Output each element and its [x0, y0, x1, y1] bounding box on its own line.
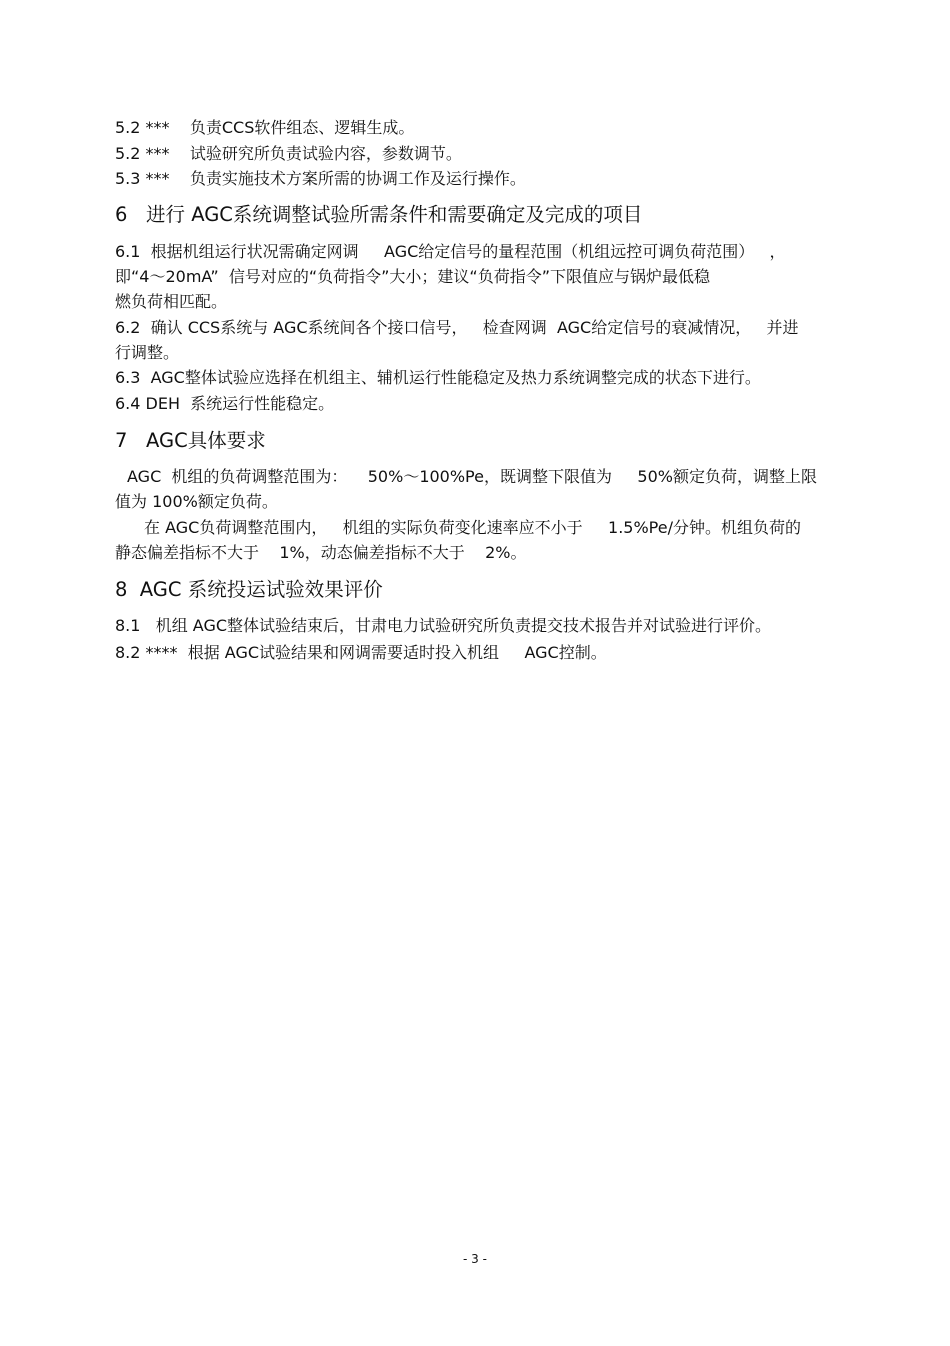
item-6-3: 6.3 AGC整体试验应选择在机组主、辅机运行性能稳定及热力系统调整完成的状态下进行。	[115, 368, 761, 387]
section-7-heading: 7 AGC具体要求	[115, 429, 266, 452]
item-8-1: 8.1 机组 AGC整体试验结束后，甘肃电力试验研究所负责提交技术报告并对试验进行评价。	[115, 616, 772, 635]
item-8-2: 8.2 **** 根据 AGC试验结果和网调需要适时投入机组 AGC控制。	[115, 643, 607, 662]
page-number: - 3 -	[463, 1252, 487, 1266]
item-6-2-line2: 行调整。	[115, 343, 180, 362]
item-5-3: 5.3 *** 负责实施技术方案所需的协调工作及运行操作。	[115, 169, 526, 188]
item-6-1-line1: 6.1 根据机组运行状况需确定网调 AGC给定信号的量程范围（机组远控可调负荷范围） ，	[115, 242, 786, 261]
section-6-heading: 6 进行 AGC系统调整试验所需条件和需要确定及完成的项目	[115, 203, 643, 226]
section-7-para1-line1: AGC 机组的负荷调整范围为： 50%～100%Pe，既调整下限值为 50%额定负荷，调整上限	[127, 467, 817, 486]
item-6-1-line2: 即“4～20mA” 信号对应的“负荷指令”大小；建议“负荷指令”下限值应与锅炉最低稳	[115, 267, 711, 286]
item-6-4: 6.4 DEH 系统运行性能稳定。	[115, 394, 335, 413]
item-6-2-line1: 6.2 确认 CCS系统与 AGC系统间各个接口信号， 检查网调 AGC给定信号的衰减情况， 并进	[115, 318, 799, 337]
section-7-para2-line2: 静态偏差指标不大于 1%，动态偏差指标不大于 2%。	[115, 543, 527, 562]
item-5-2-b: 5.2 *** 试验研究所负责试验内容，参数调节。	[115, 144, 462, 163]
section-7-para2-line1: 在 AGC负荷调整范围内， 机组的实际负荷变化速率应不小于 1.5%Pe/分钟。机组负荷的	[144, 518, 801, 537]
item-6-1-line3: 燃负荷相匹配。	[115, 292, 228, 311]
section-8-heading: 8 AGC 系统投运试验效果评价	[115, 578, 383, 601]
item-5-2-a: 5.2 *** 负责CCS软件组态、逻辑生成。	[115, 118, 415, 137]
section-7-para1-line2: 值为 100%额定负荷。	[115, 492, 278, 511]
